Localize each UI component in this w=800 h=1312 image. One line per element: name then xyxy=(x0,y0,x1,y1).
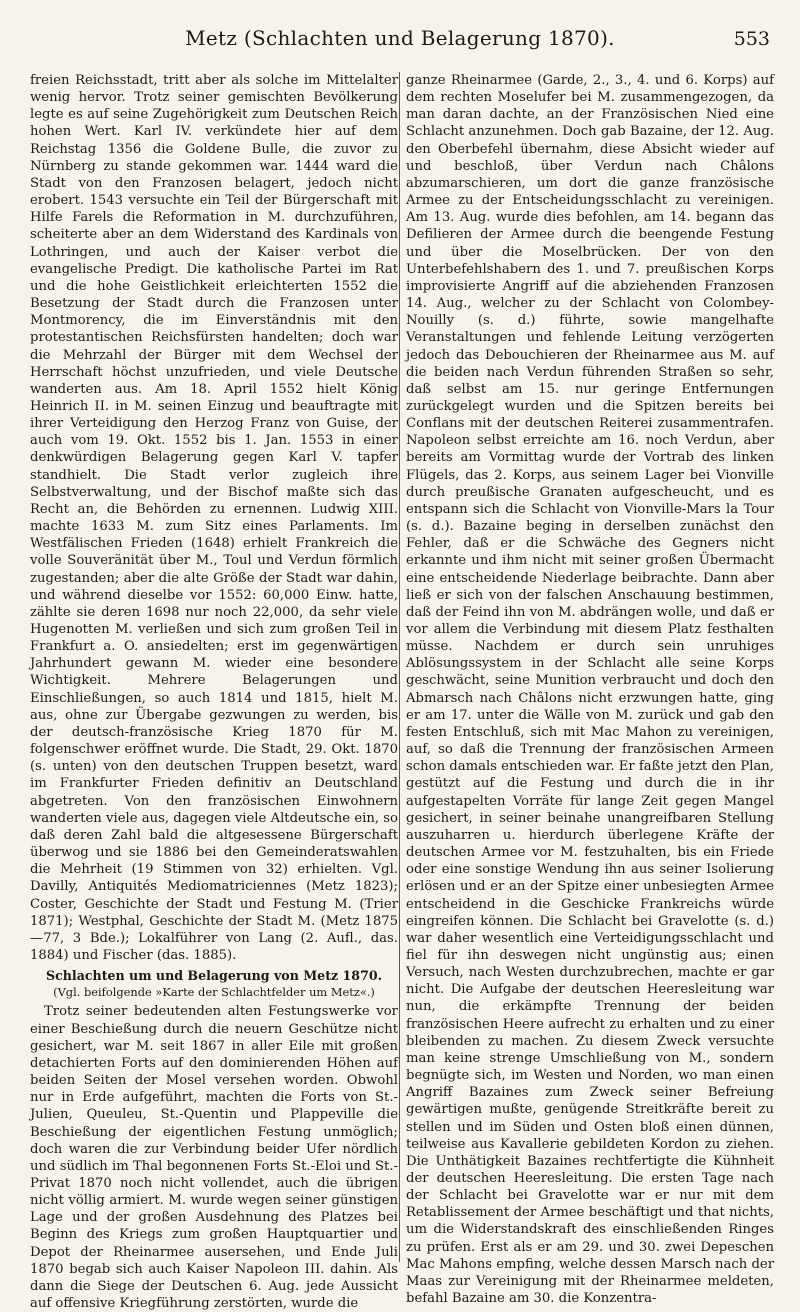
running-title: Metz (Schlachten und Belagerung 1870). xyxy=(185,26,615,50)
paragraph-campaign: ganze Rheinarmee (Garde, 2., 3., 4. und 6. Korps) auf dem rechten Moselufer bei M. zusammengezogen, da man daran dachte, an der Französischen Nied eine Schlacht anzunehmen. Doch gab Bazaine, der 12. Aug. den Oberbefehl übernahm, diese Absicht wieder auf und beschloß, über Verdun nach Châlons abzumarschieren, um dort die ganze französische Armee zu der Entscheidungsschlacht zu vereinigen. Am 13. Aug. wurde dies befohlen, am 14. begann das Defilieren der Armee durch die beengende Festung und über die Moselbrücken. Der von den Unterbefehlshabern des 1. und 7. preußischen Korps improvisierte Angriff auf die abziehenden Franzosen 14. Aug., welcher zu der Schlacht von Colombey-Nouilly (s. d.) führte, sowie mangelhafte Veranstaltungen und fehlende Leitung verzögerten jedoch das Debouchieren der Rheinarmee aus M. auf die beiden nach Verdun führenden Straßen so sehr, daß selbst am 15. nur geringe Entfernungen zurückgelegt wurden und die Spitzen bereits bei Conflans mit der deutschen Reiterei zusammentrafen. Napoleon selbst erreichte am 16. noch Verdun, aber bereits am Vormittag wurde der Vortrab des linken Flügels, das 2. Korps, aus seinem Lager bei Vionville durch preußische Granaten aufgescheucht, und es entspann sich die Schlacht von Vionville-Mars la Tour (s. d.). Bazaine beging in derselben zunächst den Fehler, daß er die Schwäche des Gegners nicht erkannte und ihm nicht mit seiner großen Übermacht eine entscheidende Niederlage beibrachte. Dann aber ließ er sich von der falschen Anschauung bestimmen, daß der Feind ihn von M. abdrängen wolle, und daß er vor allem die Verbindung mit diesem Platz festhalten müsse. Nachdem er durch sein unruhiges Ablösungssystem in der Schlacht alle seine Korps geschwächt, seine Munition verbraucht und doch den Abmarsch nach Châlons nicht erzwungen hatte, ging er am 17. unter die Wälle von M. zurück und gab den festen Entschluß, sich mit Mac Mahon zu vereinigen, auf, so daß die Trennung der französischen Armeen schon damals entschieden war. Er faßte jetzt den Plan, gestützt auf die Festung und durch die in ihr aufgestapelten Vorräte für lange Zeit gegen Mangel gesichert, in seiner beinahe unangreifbaren Stellung auszuharren u. hierdurch überlegene Kräfte der deutschen Armee vor M. festzuhalten, bis ein Friede oder eine sonstige Wendung ihn aus seiner Isolierung erlösen und er an der Spitze einer unbesiegten Armee entscheidend in die Geschicke Frankreichs würde eingreifen können. Die Schlacht bei Gravelotte (s. d.) war daher wesentlich eine Verteidigungsschlacht und fiel für ihn deswegen nicht ungünstig aus; einen Versuch, nach Westen durchzubrechen, machte er gar nicht. Die Aufgabe der deutschen Heeresleitung war nun, die erkämpfte Trennung der beiden französischen Heere aufrecht zu erhalten und zu einer bleibenden zu machen. Zu diesem Zweck versuchte man keine strenge Umschließung von M., sondern begnügte sich, im Westen und Norden, wo man einen Angriff Bazaines zum Zweck seiner Befreiung gewärtigen mußte, genügende Streitkräfte bereit zu stellen und im Süden und Osten bloß einen dünnen, teilweise aus Kavallerie gebildeten Kordon zu ziehen. Die Unthätigkeit Bazaines rechtfertigte die Kühnheit der deutschen Heeresleitung. Die ersten Tage nach der Schlacht bei Gravelotte war er nur mit dem Retablissement der Armee beschäftigt und that nichts, um die Widerstandskraft des einschließenden Ringes zu prüfen. Erst als er am 29. und 30. zwei Depeschen Mac Mahons empfing, welche dessen Marsch nach der Maas zur Vereinigung mit der Rheinarmee meldeten, befahl Bazaine am 30. die Konzentra- xyxy=(406,73,775,1307)
column-divider xyxy=(399,72,400,1262)
paragraph-history: freien Reichsstadt, tritt aber als solche im Mittelalter wenig hervor. Trotz seiner gemischten Bevölkerung legte es auf seine Zugehörigkeit zum Deutschen Reich hohen Wert. Karl IV. verkündete hier auf dem Reichstag 1356 die Goldene Bulle, die zuvor zu Nürnberg zu stande gekommen war. 1444 ward die Stadt von den Franzosen belagert, jedoch nicht erobert. 1543 versuchte ein Teil der Bürgerschaft mit Hilfe Farels die Reformation in M. durchzuführen, scheiterte aber an dem Widerstand des Kardinals von Lothringen, und auch der Kaiser verbot die evangelische Predigt. Die katholische Partei im Rat und die hohe Geistlichkeit erleichterten 1552 die Besetzung der Stadt durch die Franzosen unter Montmorency, die im Einverständnis mit den protestantischen Reichsfürsten handelten; doch war die Mehrzahl der Bürger mit dem Wechsel der Herrschaft höchst unzufrieden, und viele Deutsche wanderten aus. Am 18. April 1552 hielt König Heinrich II. in M. seinen Einzug und beauftragte mit ihrer Verteidigung den Herzog Franz von Guise, der auch vom 19. Okt. 1552 bis 1. Jan. 1553 in einer denkwürdigen Belagerung gegen Karl V. tapfer standhielt. Die Stadt verlor zugleich ihre Selbstverwaltung, und der Bischof maßte sich das Recht an, die Behörden zu ernennen. Ludwig XIII. machte 1633 M. zum Sitz eines Parlaments. Im Westfälischen Frieden (1648) erhielt Frankreich die volle Souveränität über M., Toul und Verdun förmlich zugestanden; aber die alte Größe der Stadt war dahin, und während dieselbe vor 1552: 60,000 Einw. hatte, zählte sie deren 1698 nur noch 22,000, da sehr viele Hugenotten M. verließen und sich zum großen Teil in Frankfurt a. O. ansiedelten; erst im gegenwärtigen Jahrhundert gewann M. wieder eine besondere Wichtigkeit. Mehrere Belagerungen und Einschließungen, so auch 1814 und 1815, hielt M. aus, ohne zur Übergabe gezwungen zu werden, bis der deutsch-französische Krieg 1870 für M. folgenschwer eröffnet wurde. Die Stadt, 29. Okt. 1870 (s. unten) von den deutschen Truppen besetzt, ward im Frankfurter Frieden definitiv an Deutschland abgetreten. Von den französischen Einwohnern wanderten viele aus, dagegen viele Altdeutsche ein, so daß deren Zahl bald die altgesessene Bürgerschaft überwog und sie 1886 bei den Gemeinderatswahlen die Mehrheit (19 Stimmen von 32) erhielten. Vgl. Davilly, Antiquités Mediomatriciennes (Metz 1823); Coster, Geschichte der Stadt und Festung M. (Trier 1871); Westphal, Geschichte der Stadt M. (Metz 1875—77, 3 Bde.); Lokalführer von Lang (2. Aufl., das. 1884) und Fischer (das. 1885). xyxy=(30,73,398,963)
right-column xyxy=(406,72,775,1307)
section-heading: Schlachten um und Belagerung von Metz 1870. xyxy=(46,968,382,984)
page-header xyxy=(30,26,770,60)
left-column xyxy=(30,72,398,1312)
page-number: 553 xyxy=(733,28,770,50)
paragraph-fortifications: Trotz seiner bedeutenden alten Festungswerke vor einer Beschießung durch die neuern Geschütze nicht gesichert, war M. seit 1867 in aller Eile mit großen detachierten Forts auf den dominierenden Höhen auf beiden Seiten der Mosel versehen worden. Obwohl nur in Erde aufgeführt, machten die Forts von St.-Julien, Queuleu, St.-Quentin und Plappeville die Beschießung der eigentlichen Festung unmöglich; doch waren die zur Verbindung beider Ufer nördlich und südlich im Thal begonnenen Forts St.-Eloi und St.-Privat 1870 noch nicht vollendet, auch die übrigen nicht völlig armiert. M. wurde wegen seiner günstigen Lage und der großen Ausdehnung des Platzes bei Beginn des Kriegs zum großen Hauptquartier und Depot der Rheinarmee ausersehen, und Ende Juli 1870 begab sich auch Kaiser Napoleon III. dahin. Als dann die Siege der Deutschen 6. Aug. jede Aussicht auf offensive Kriegführung zerstörten, wurde die xyxy=(30,1004,398,1312)
section-reference-note: (Vgl. beifolgende »Karte der Schlachtfelder um Metz«.) xyxy=(53,985,375,1000)
